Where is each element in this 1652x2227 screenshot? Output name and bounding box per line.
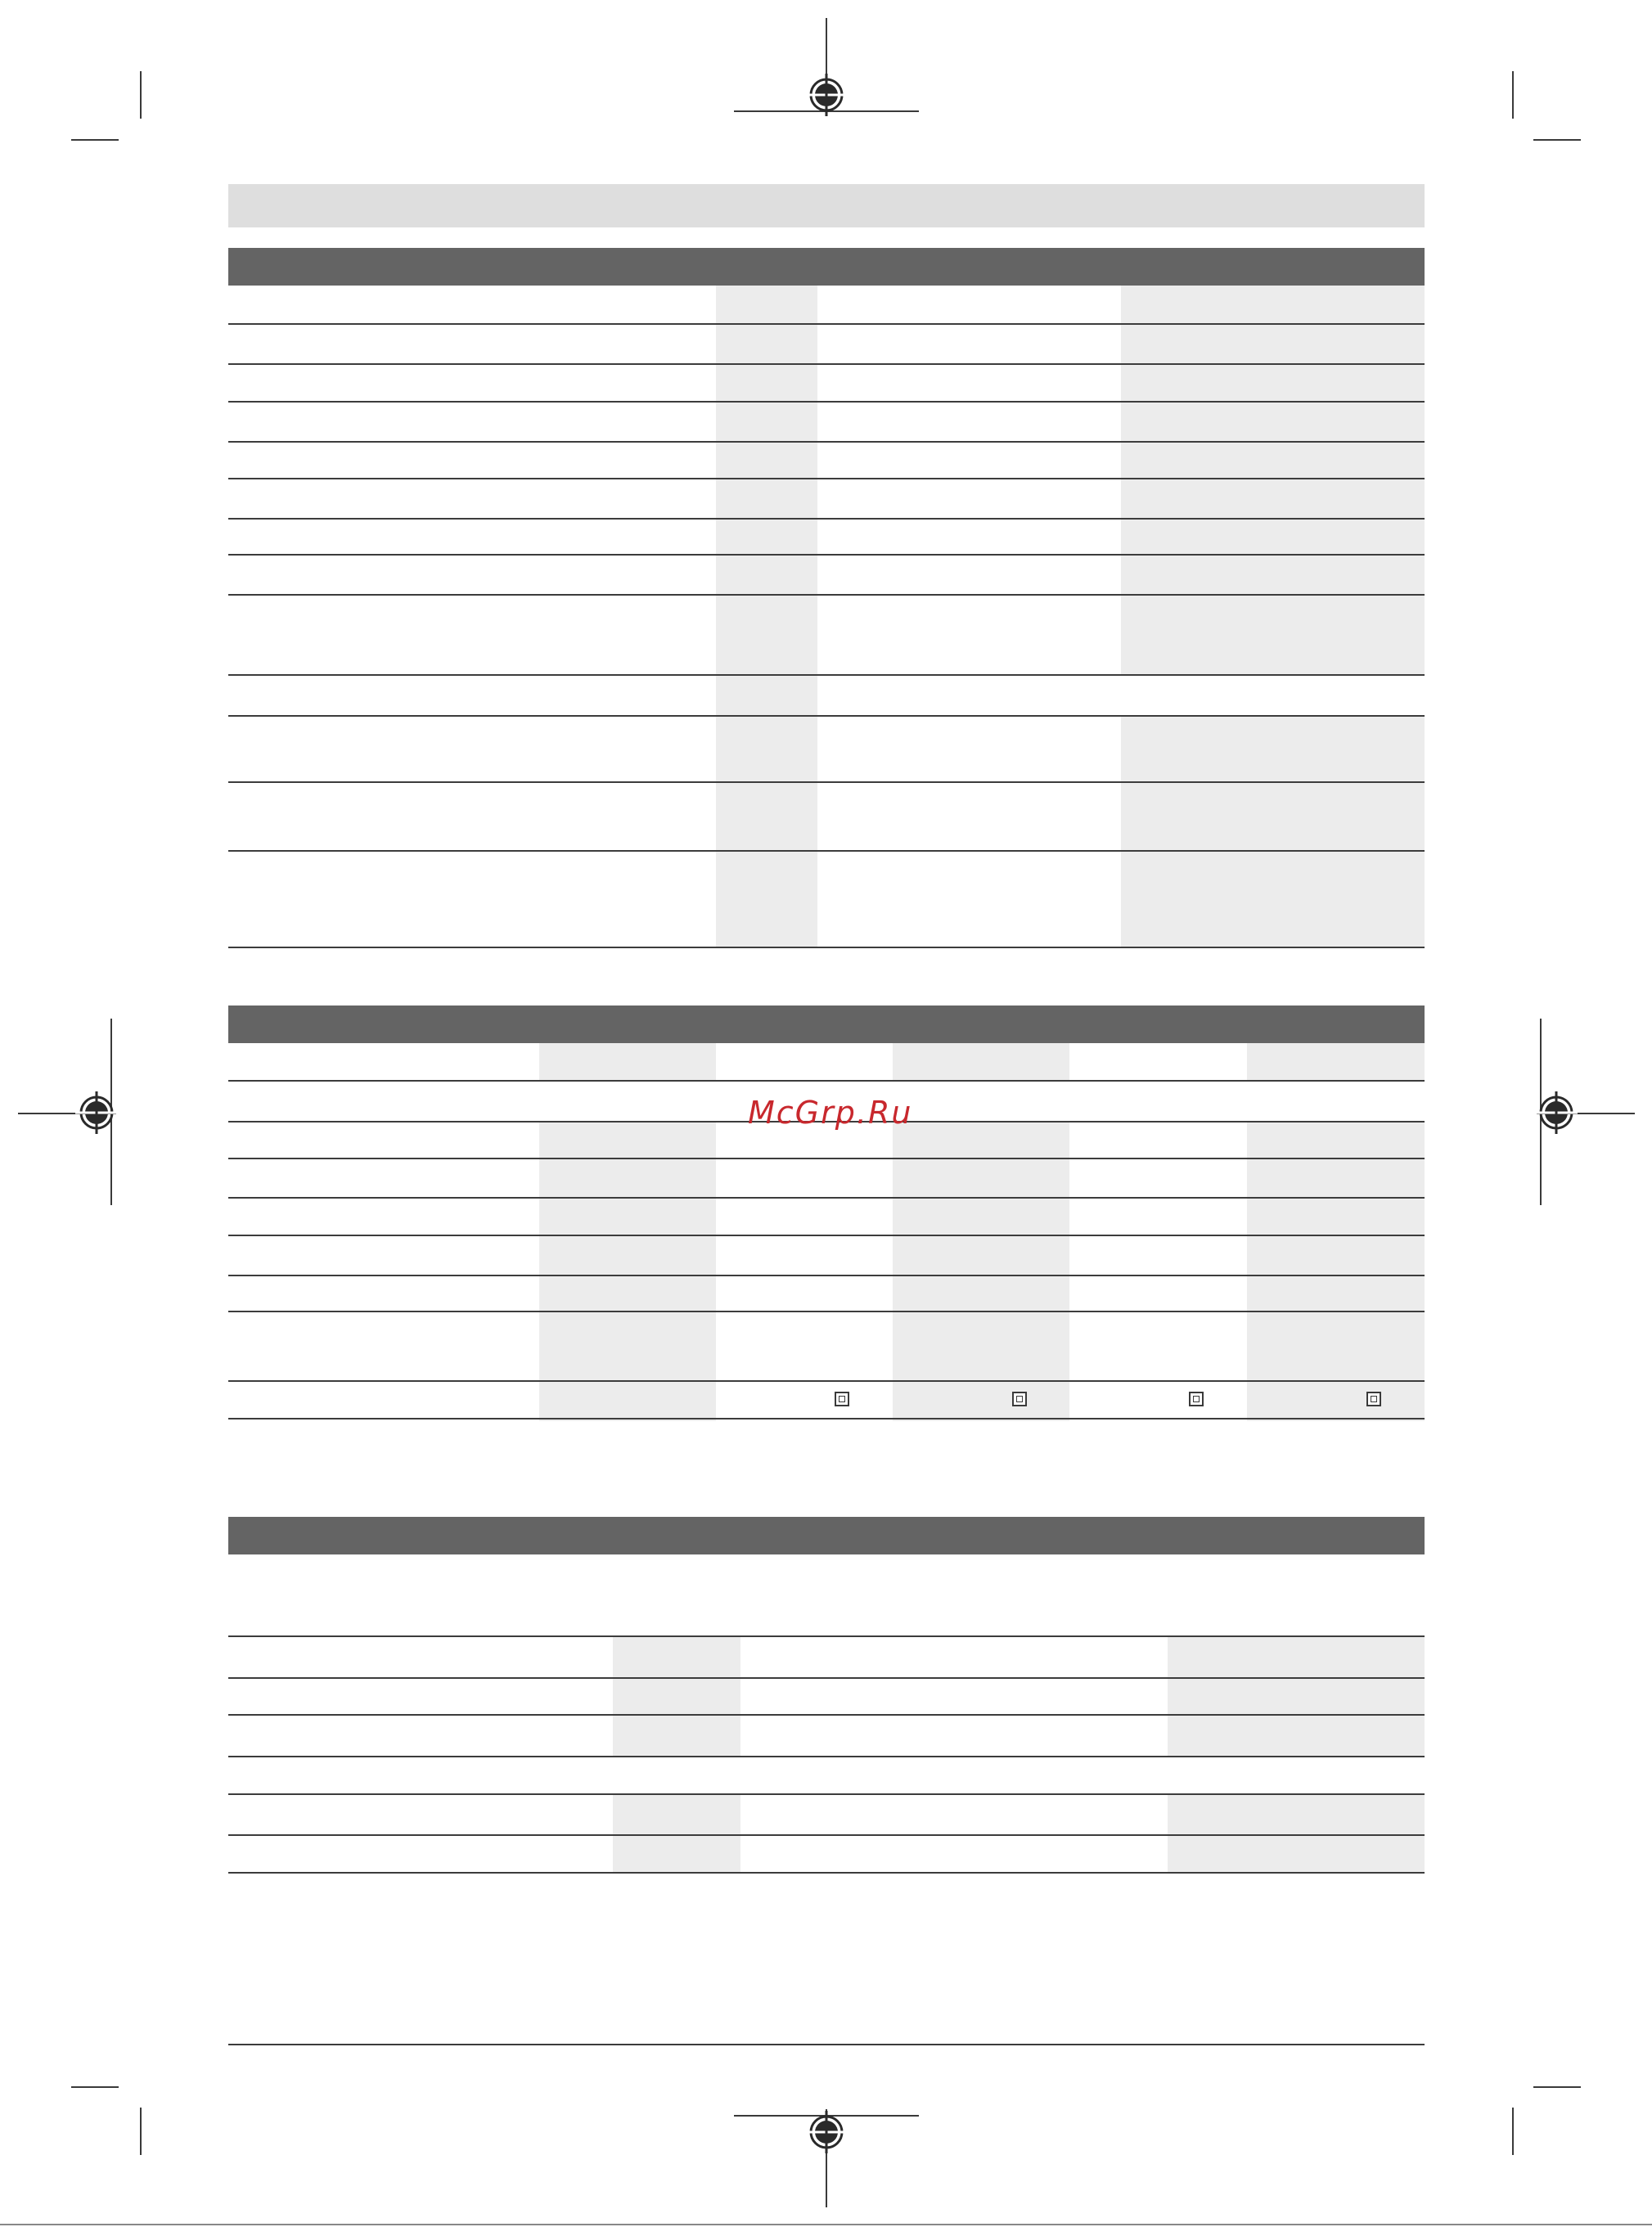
table-rule [228,715,1425,717]
section-2-col-1 [539,1122,716,1421]
table-rule [228,1158,1425,1159]
table-rule [228,674,1425,676]
section-3-value-column [1168,1635,1425,1757]
section-2-col-3 [893,1043,1069,1081]
crop-mark-top-right-v [1512,71,1514,119]
crop-mark-bottom-right-v [1512,2108,1514,2155]
table-rule [228,1275,1425,1276]
table-rule [228,1311,1425,1312]
table-rule [228,478,1425,479]
page-header-band [228,184,1425,227]
crop-mark-bottom-left-h [71,2086,119,2088]
section-1-value-column-top [1121,286,1425,675]
checkbox-icon [1012,1392,1027,1406]
section-3-title-bar [228,1517,1425,1554]
section-1-table [228,286,1425,948]
crop-mark-bottom-left-v [140,2108,142,2155]
crop-mark-top-left-h [71,139,119,141]
table-rule [228,1793,1425,1795]
table-rule [228,401,1425,403]
table-rule [228,850,1425,852]
table-rule [228,1197,1425,1199]
table-rule [228,1677,1425,1679]
table-rule [228,554,1425,556]
page-bottom-edge [0,2224,1652,2225]
section-1-value-column-bottom [1121,716,1425,948]
checkbox-icon [1189,1392,1204,1406]
footer-rule [228,2044,1425,2045]
table-rule [228,1080,1425,1082]
section-3-unit-column [613,1794,740,1873]
section-1-unit-column [716,286,817,948]
crop-mark-top-right-h [1533,139,1581,141]
table-rule [228,1418,1425,1419]
table-rule [228,781,1425,783]
table-rule [228,1635,1425,1637]
registration-mark-icon [805,74,848,116]
table-rule [228,363,1425,365]
table-rule [228,1235,1425,1236]
checkbox-icon [835,1392,849,1406]
section-2-col-1 [539,1043,716,1081]
table-rule [228,594,1425,596]
crop-mark-top-left-v [140,71,142,119]
section-3-unit-column [613,1635,740,1757]
section-2-title-bar [228,1006,1425,1043]
table-rule [228,1834,1425,1836]
table-rule [228,947,1425,948]
table-rule [228,518,1425,520]
section-2-col-5 [1247,1122,1425,1421]
table-rule [228,1380,1425,1382]
table-rule [228,1756,1425,1757]
crop-mark-bottom-right-h [1533,2086,1581,2088]
table-rule [228,1714,1425,1716]
section-3-value-column [1168,1794,1425,1873]
section-2-col-5 [1247,1043,1425,1081]
table-rule [228,1872,1425,1874]
registration-mark-icon [75,1091,118,1134]
section-1-title-bar [228,248,1425,286]
section-3-table [228,1635,1425,1874]
table-rule [228,441,1425,443]
table-rule [228,323,1425,325]
registration-mark-icon [805,2111,848,2153]
checkbox-icon [1366,1392,1381,1406]
watermark-text: McGrp.Ru [748,1095,913,1131]
registration-mark-icon [1535,1091,1578,1134]
section-2-col-3 [893,1122,1069,1421]
